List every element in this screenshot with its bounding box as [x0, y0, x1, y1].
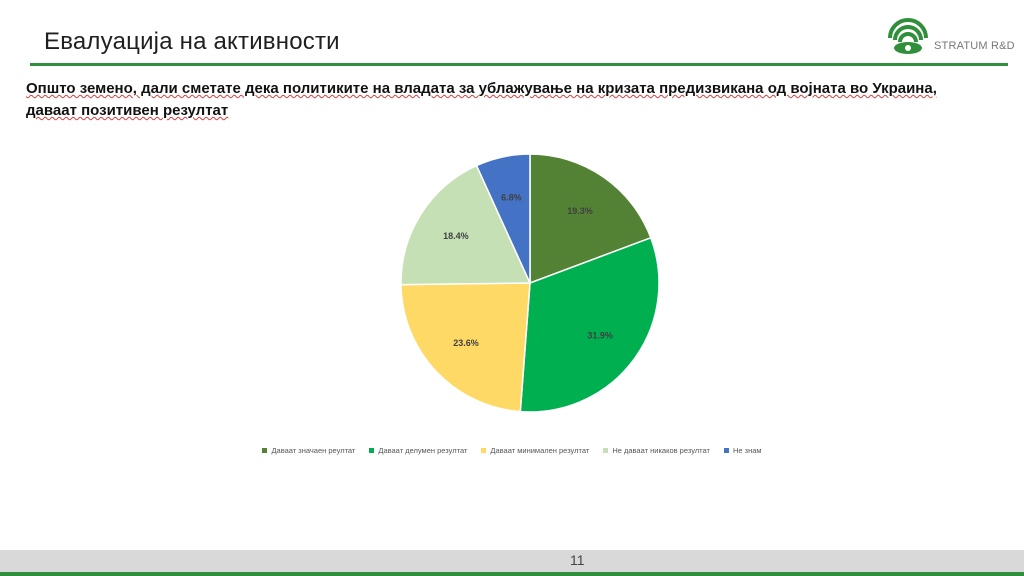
chart-legend: [0, 446, 1024, 455]
legend-label: Даваат делумен резултат: [378, 446, 468, 455]
footer-bar: [0, 550, 1024, 572]
legend-item: [603, 446, 710, 455]
pie-chart: [380, 140, 680, 430]
page-number: 11: [570, 552, 585, 568]
legend-swatch: [262, 448, 267, 453]
legend-item: [481, 446, 589, 455]
legend-item: [724, 446, 762, 455]
footer-stripe: [0, 572, 1024, 576]
logo-text: STRATUM R&D: [934, 40, 1015, 52]
question-text: [26, 78, 986, 122]
legend-swatch: [481, 448, 486, 453]
slide-title: Евалуација на активности: [44, 28, 340, 55]
legend-swatch: [603, 448, 608, 453]
legend-label: Не знам: [732, 446, 762, 455]
legend-label: Не даваат никаков резултат: [612, 446, 710, 455]
slice-data-label: 18.4%: [443, 230, 469, 241]
slice-data-label: 6.8%: [501, 192, 522, 203]
slice-data-label: 31.9%: [587, 330, 613, 341]
slice-data-label: 23.6%: [453, 338, 479, 349]
legend-item: [369, 446, 467, 455]
slice-data-label: 19.3%: [567, 205, 593, 216]
question-text-content: Општо земено, дали сметате дека политиките на владата за ублажување на кризата предизвикана од војната во Украина, даваат позитивен резултат: [26, 80, 937, 119]
eye-arcs-logo-icon: [884, 18, 932, 58]
title-divider: [30, 63, 1008, 66]
legend-swatch: [369, 448, 374, 453]
stratum-logo: [884, 18, 1014, 58]
legend-label: Даваат минимален резултат: [490, 446, 590, 455]
legend-swatch: [724, 448, 729, 453]
legend-item: [262, 446, 355, 455]
legend-label: Даваат значаен реултат: [271, 446, 356, 455]
